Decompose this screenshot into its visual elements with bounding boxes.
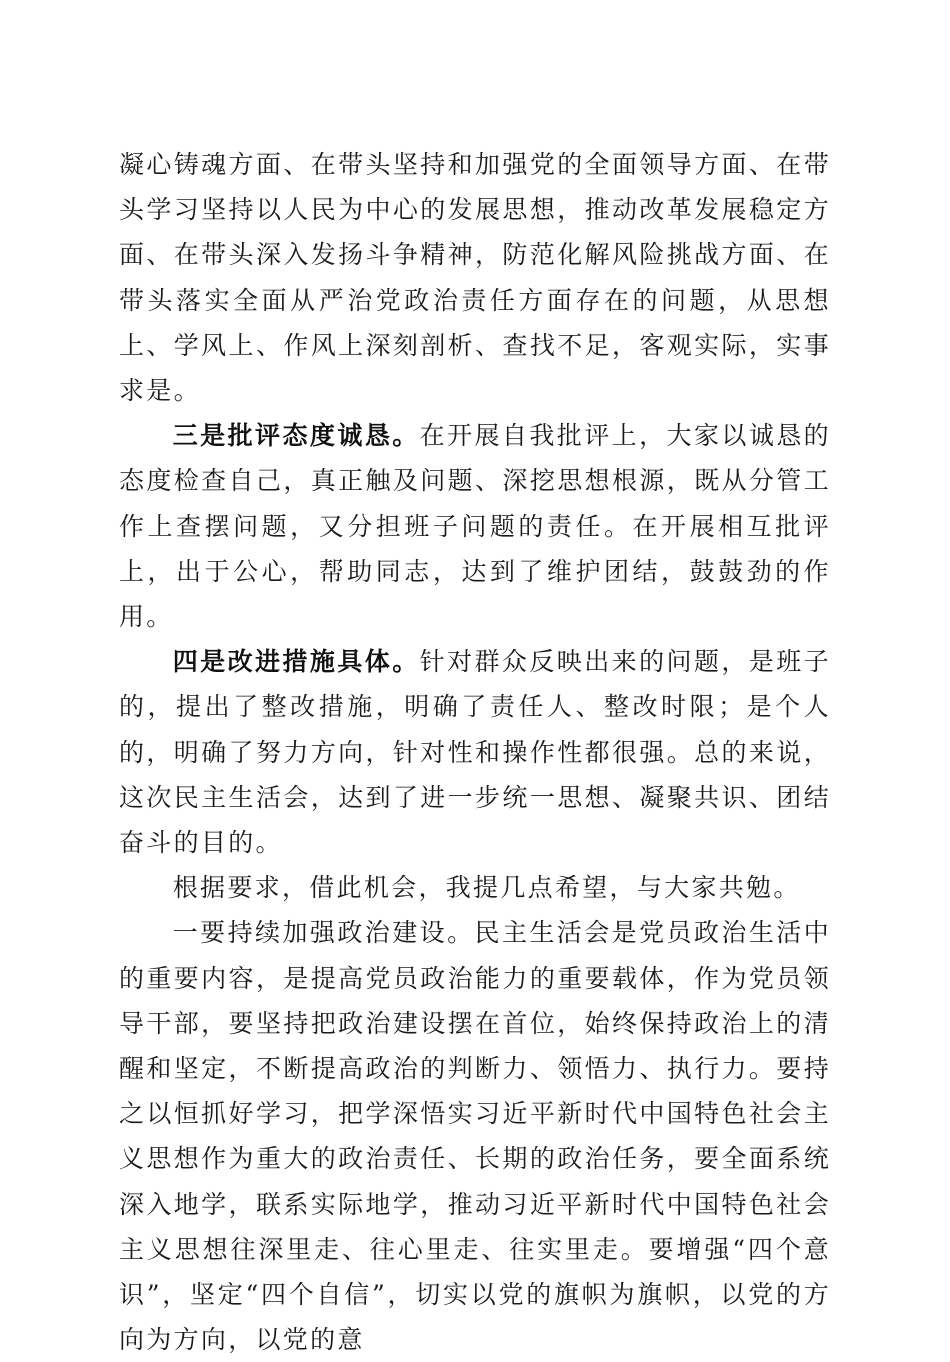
paragraph-political-construction <box>119 910 831 1362</box>
paragraph-improvement-measures <box>119 639 831 865</box>
paragraph-text: 凝心铸魂方面、在带头坚持和加强党的全面领导方面、在带头学习坚持以人民为中心的发展思想，推动改革发展稳定方面、在带头深入发扬斗争精神，防范化解风险挑战方面、在带头落实全面从严治党政治责任方面存在的问题，从思想上、学风上、作风上深刻剖析、查找不足，客观实际，实事求是。 <box>119 150 831 406</box>
paragraph-text: 在开展自我批评上，大家以诚恳的态度检查自己，真正触及问题、深挖思想根源，既从分管工作上查摆问题，又分担班子问题的责任。在开展相互批评上，出于公心，帮助同志，达到了维护团结，鼓鼓劲的作用。 <box>119 421 831 632</box>
paragraph-lead-heading: 四是改进措施具体。 <box>172 647 420 677</box>
paragraph-continuation <box>119 142 831 413</box>
paragraph-lead-heading: 三是批评态度诚恳。 <box>172 421 420 451</box>
paragraph-hopes-intro <box>119 865 831 910</box>
paragraph-text: 一要持续加强政治建设。民主生活会是党员政治生活中的重要内容，是提高党员政治能力的重要载体，作为党员领导干部，要坚持把政治建设摆在首位，始终保持政治上的清醒和坚定，不断提高政治的判断力、领悟力、执行力。要持之以恒抓好学习，把学深悟实习近平新时代中国特色社会主义思想作为重大的政治责任、长期的政治任务，要全面系统深入地学，联系实际地学，推动习近平新时代中国特色社会主义思想往深里走、往心里走、往实里走。要增强“四个意识”，坚定“四个自信”，切实以党的旗帜为旗帜，以党的方向为方向，以党的意 <box>119 918 831 1355</box>
paragraph-text: 根据要求，借此机会，我提几点希望，与大家共勉。 <box>172 873 801 903</box>
paragraph-text: 针对群众反映出来的问题，是班子的，提出了整改措施，明确了责任人、整改时限；是个人的，明确了努力方向，针对性和操作性都很强。总的来说，这次民主生活会，达到了进一步统一思想、凝聚共识、团结奋斗的目的。 <box>119 647 831 858</box>
document-body <box>119 142 831 1362</box>
paragraph-criticism-attitude <box>119 413 831 639</box>
